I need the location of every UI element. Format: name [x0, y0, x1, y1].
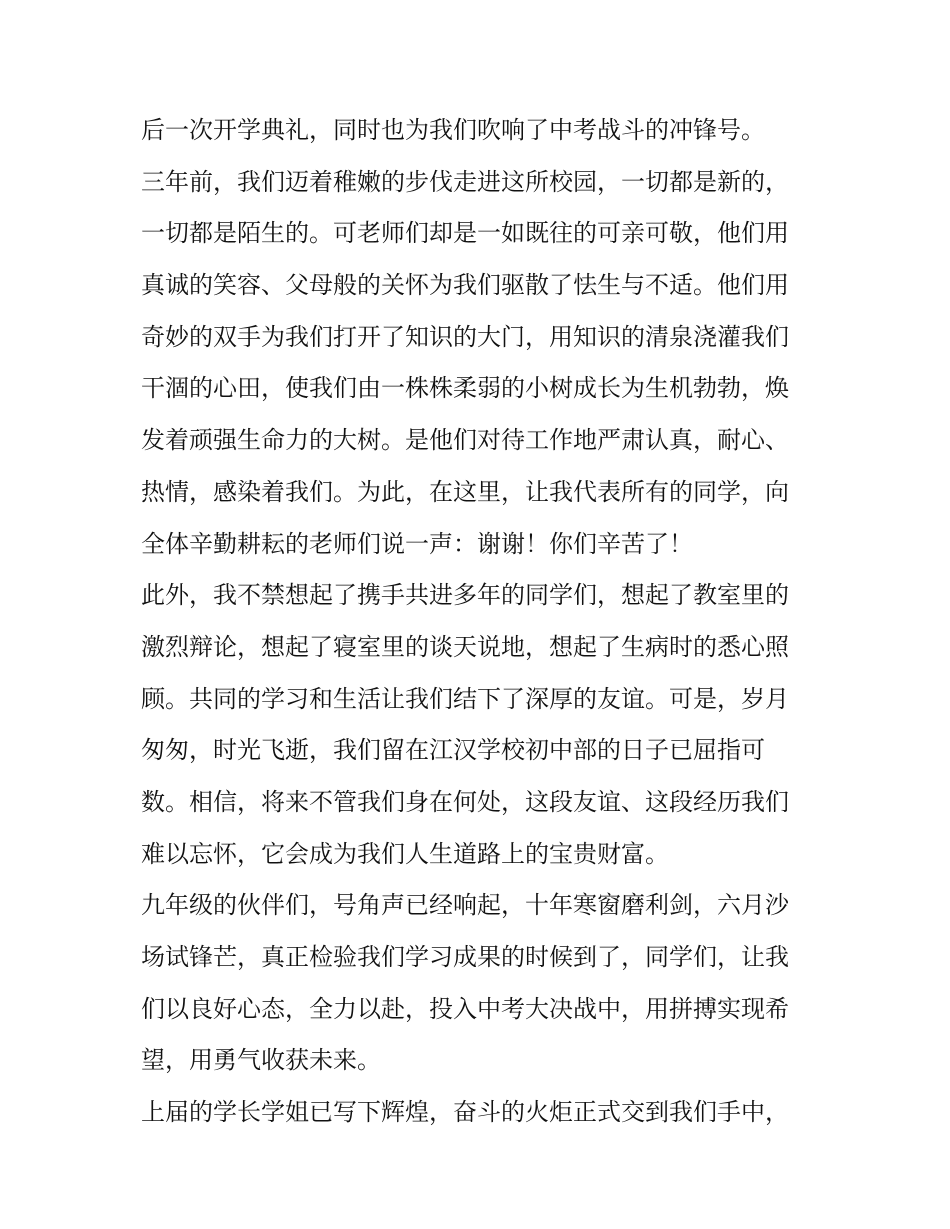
text-line: 全体辛勤耕耘的老师们说一声：谢谢！你们辛苦了！ [141, 529, 693, 558]
text-line: 们以良好心态，全力以赴，投入中考大决战中，用拼搏实现希 [141, 994, 789, 1023]
text-line: 后一次开学典礼，同时也为我们吹响了中考战斗的冲锋号。 [141, 116, 765, 144]
text-line: 难以忘怀，它会成为我们人生道路上的宝贵财富。 [141, 839, 669, 868]
text-line: 真诚的笑容、父母般的关怀为我们驱散了怯生与不适。他们用 [141, 271, 789, 300]
text-line: 顾。共同的学习和生活让我们结下了深厚的友谊。可是，岁月 [141, 684, 789, 713]
text-line: 发着顽强生命力的大树。是他们对待工作地严肃认真，耐心、 [141, 426, 789, 455]
text-line: 望，用勇气收获未来。 [141, 1046, 381, 1075]
text-line: 上届的学长学姐已写下辉煌，奋斗的火炬正式交到我们手中， [141, 1098, 789, 1127]
text-line: 三年前，我们迈着稚嫩的步伐走进这所校园，一切都是新的， [141, 167, 789, 196]
text-line: 奇妙的双手为我们打开了知识的大门，用知识的清泉浇灌我们 [141, 322, 789, 351]
text-line: 热情，感染着我们。为此，在这里，让我代表所有的同学，向 [141, 477, 789, 506]
text-line: 场试锋芒，真正检验我们学习成果的时候到了，同学们，让我 [141, 943, 789, 971]
text-line: 干涸的心田，使我们由一株株柔弱的小树成长为生机勃勃，焕 [141, 374, 789, 403]
text-line: 数。相信，将来不管我们身在何处，这段友谊、这段经历我们 [141, 787, 789, 816]
text-line: 一切都是陌生的。可老师们却是一如既往的可亲可敬，他们用 [141, 219, 789, 248]
text-line: 九年级的伙伴们，号角声已经响起，十年寒窗磨利剑，六月沙 [141, 891, 789, 920]
text-line: 匆匆，时光飞逝，我们留在江汉学校初中部的日子已屈指可 [141, 736, 765, 765]
text-line: 激烈辩论，想起了寝室里的谈天说地，想起了生病时的悉心照 [141, 632, 789, 661]
text-line: 此外，我不禁想起了携手共进多年的同学们，想起了教室里的 [141, 581, 789, 610]
speech-text [141, 105, 821, 1139]
